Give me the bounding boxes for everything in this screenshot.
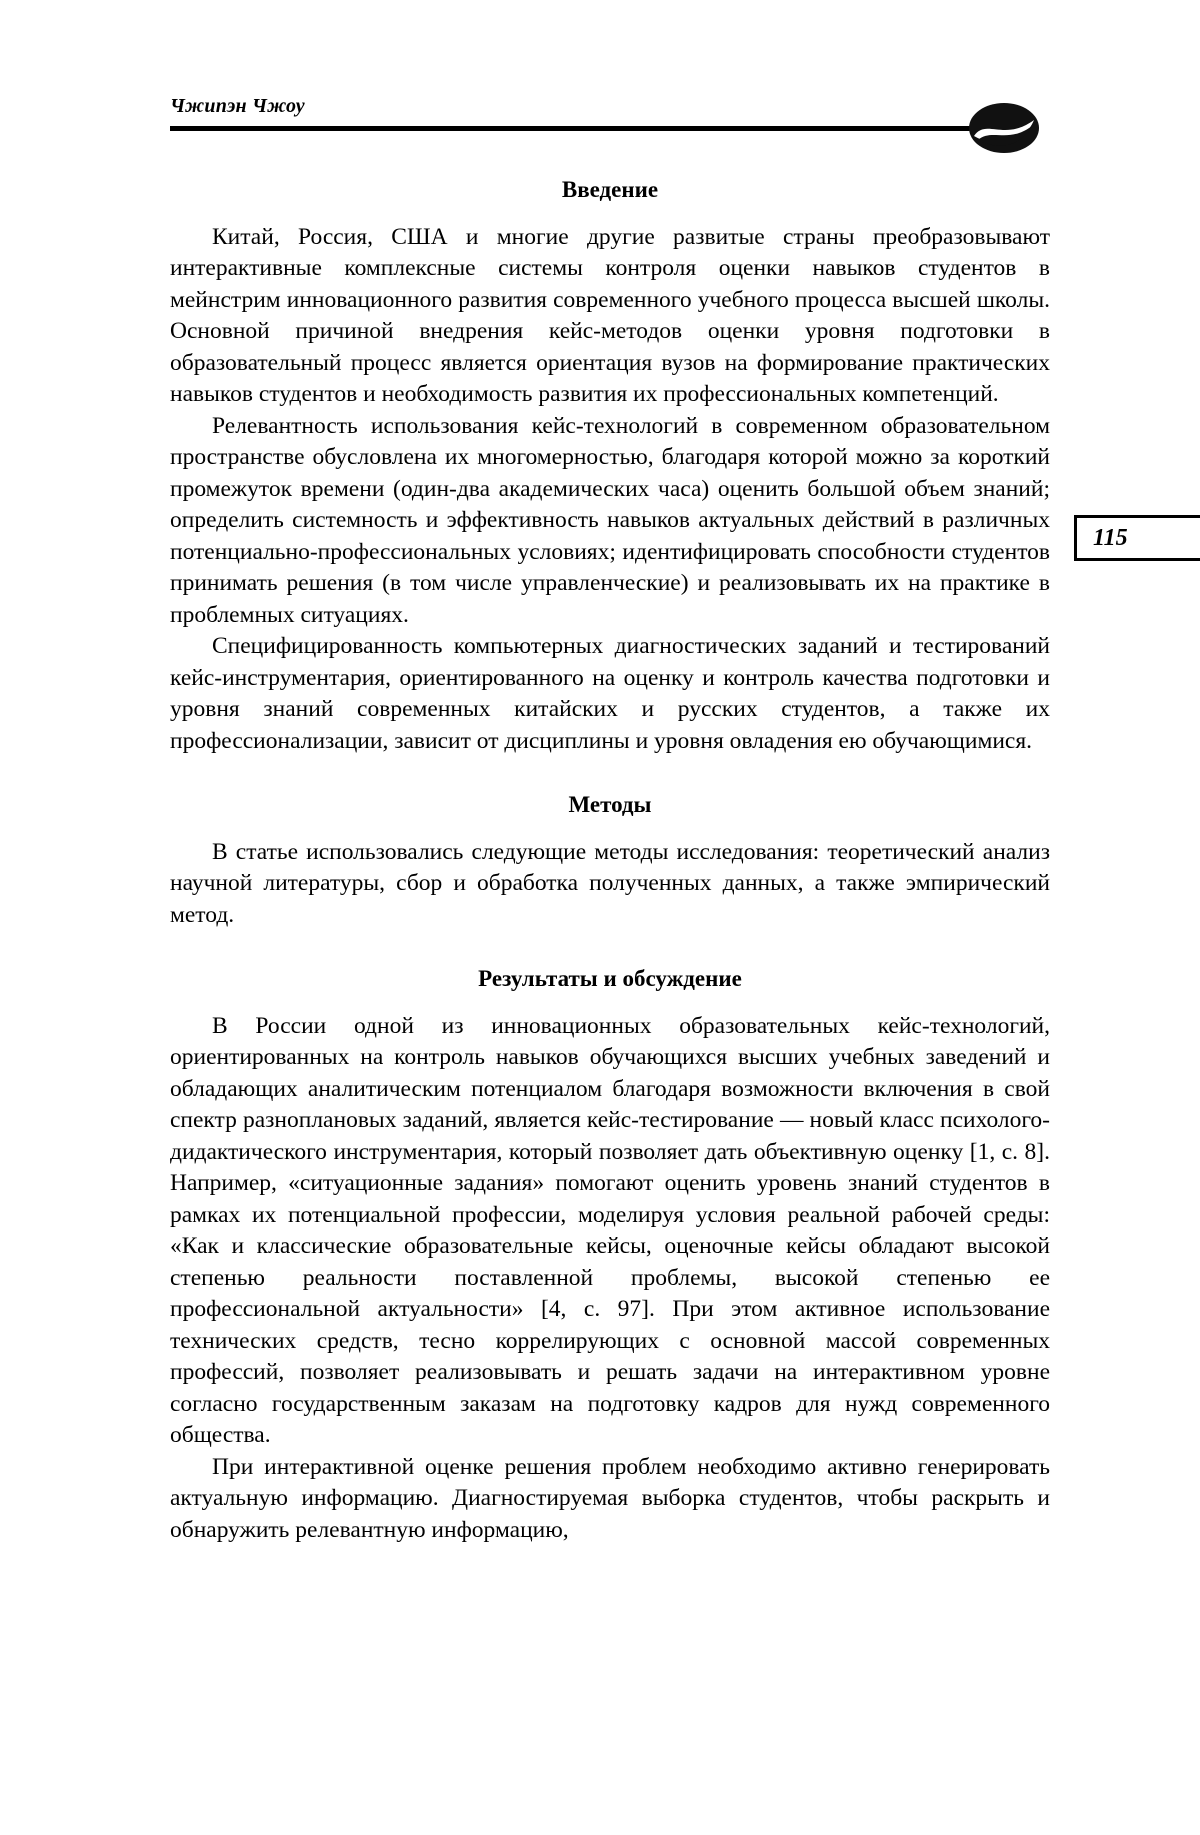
page-number: 115 xyxy=(1093,525,1128,551)
section-title-introduction: Введение xyxy=(561,177,659,202)
paragraph: В статье использовались следующие методы исследования: теоретический анализ научной литературы, сбор и обработка полученных данных, а также эмпирический метод. xyxy=(170,838,1050,928)
running-head-rule xyxy=(170,126,970,131)
paragraph: В России одной из инновационных образовательных кейс-технологий, ориентированных на контроль навыков обучающихся высших учебных заведений и обладающих аналитическим потенциалом благодаря возможности включения в свой спектр разноплановых заданий, является кейс-тестирование — новый класс психолого-дидактического инструментария, который позволяет дать объективную оценку [1, с. 8]. Например, «ситуационные задания» помогают оценить уровень знаний студентов в рамках их потенциальной профессии, моделируя условия реальной рабочей среды: «Как и классические образовательные кейсы, оценочные кейсы обладают высокой степенью реальности поставленной проблемы, высокой степенью ее профессиональной актуальности» [4, с. 97]. При этом активное использование технических средств, тесно коррелирующих с основной массой современных профессий, позволяет реализовывать и решать задачи на интерактивном уровне согласно государственным заказам на подготовку кадров для нужд современного общества. xyxy=(170,1012,1050,1449)
running-head-author: Чжипэн Чжоу xyxy=(170,95,305,117)
text-column xyxy=(170,176,1050,1546)
page-number-tab xyxy=(1074,515,1200,561)
running-head xyxy=(170,96,1030,116)
paragraph: Релевантность использования кейс-технологий в современном образовательном пространстве обусловлена их многомерностью, благодаря которой можно за короткий промежуток времени (один-два академических часа) оценить большой объем знаний; определить системность и эффективность навыков актуальных действий в различных потенциально-профессиональных условиях; идентифицировать способности студентов принимать решения (в том числе управленческие) и реализовывать их на практике в проблемных ситуациях. xyxy=(170,412,1050,628)
publisher-wave-logo-icon xyxy=(968,102,1040,154)
section-title-results: Результаты и обсуждение xyxy=(478,966,742,992)
paragraph: Специфицированность компьютерных диагностических заданий и тестирований кейс-инструментария, ориентированного на оценку и контроль качества подготовки и уровня знаний современных китайских и русских студентов, а также их профессионализации, зависит от дисциплины и уровня овладения ею обучающимися. xyxy=(170,633,1050,754)
section-title-methods: Методы xyxy=(568,792,652,818)
paragraph: При интерактивной оценке решения проблем необходимо активно генерировать актуальную информацию. Диагностируемая выборка студентов, чтобы раскрыть и обнаружить релевантную информацию, xyxy=(170,1453,1050,1543)
paragraph: Китай, Россия, США и многие другие развитые страны преобразовывают интерактивные комплексные системы контроля оценки навыков студентов в мейнстрим инновационного развития современного учебного процесса высшей школы. Основной причиной внедрения кейс-методов оценки уровня подготовки в образовательный процесс является ориентация вузов на формирование практических навыков студентов и необходимость развития их профессиональных компетенций. xyxy=(170,223,1050,408)
